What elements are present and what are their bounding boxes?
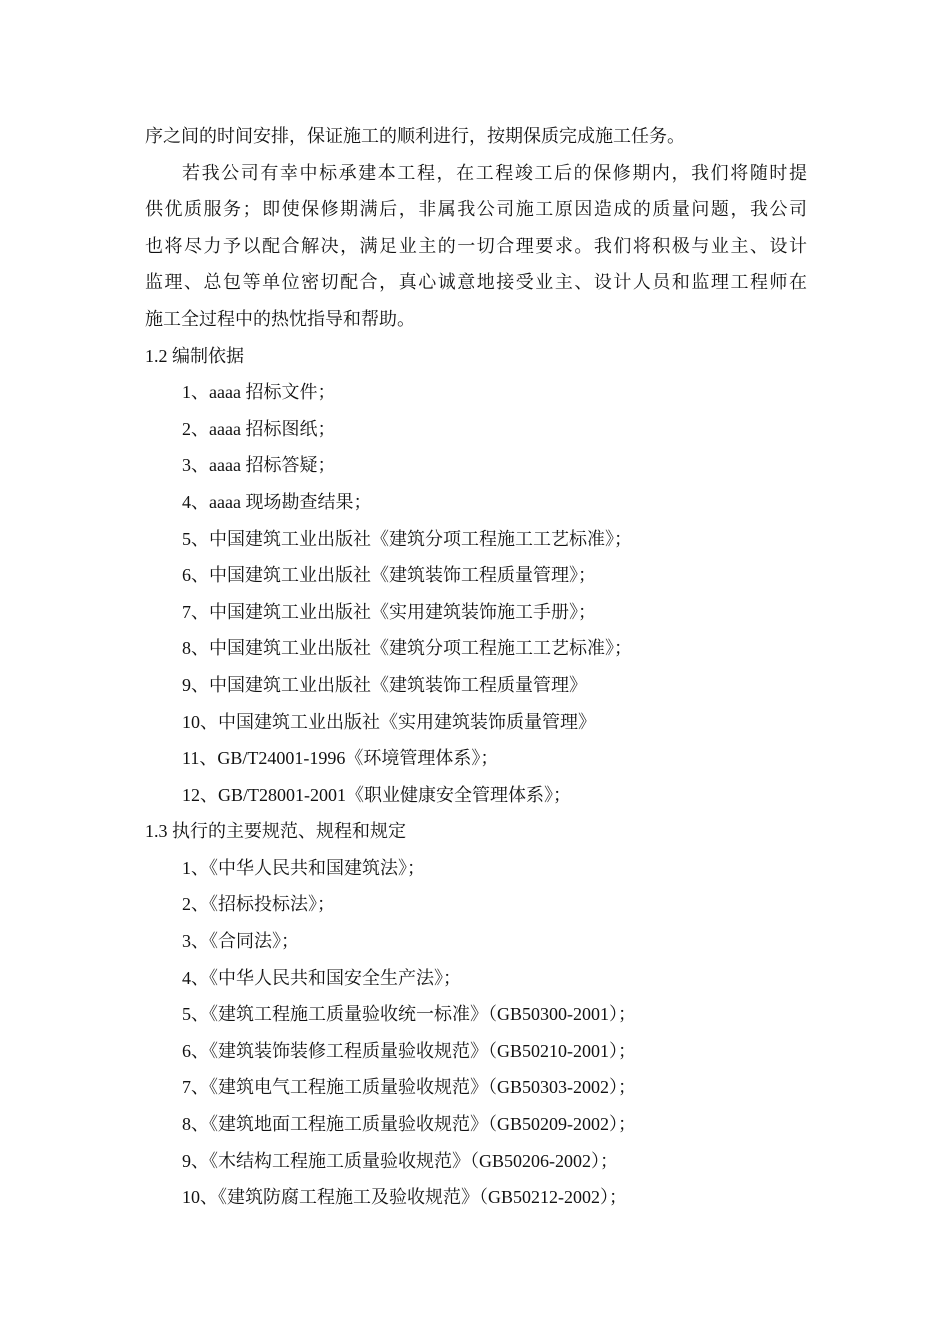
list-item: 10、《建筑防腐工程施工及验收规范》（GB50212-2002）； — [182, 1187, 627, 1208]
list-item: 1、aaaa 招标文件； — [182, 382, 336, 403]
paragraph-line: 也将尽力予以配合解决，满足业主的一切合理要求。我们将积极与业主、设计 — [145, 235, 807, 256]
list-item: 8、《建筑地面工程施工质量验收规范》（GB50209-2002）； — [182, 1114, 636, 1135]
list-item: 1、《中华人民共和国建筑法》； — [182, 857, 425, 878]
list-item: 9、《木结构工程施工质量验收规范》（GB50206-2002）； — [182, 1150, 618, 1171]
list-item: 2、《招标投标法》； — [182, 894, 335, 915]
paragraph-line: 监理、总包等单位密切配合，真心诚意地接受业主、设计人员和监理工程师在 — [145, 272, 807, 293]
list-item: 6、中国建筑工业出版社《建筑装饰工程质量管理》； — [182, 565, 596, 586]
list-item: 7、中国建筑工业出版社《实用建筑装饰施工手册》； — [182, 601, 596, 622]
section-heading-1-3: 1.3 执行的主要规范、规程和规定 — [145, 821, 406, 842]
list-item: 12、GB/T28001-2001《职业健康安全管理体系》； — [182, 784, 571, 805]
list-item: 10、中国建筑工业出版社《实用建筑装饰质量管理》 — [182, 711, 596, 732]
section-heading-1-2: 1.2 编制依据 — [145, 345, 244, 366]
document-body — [145, 118, 807, 1216]
list-item: 4、《中华人民共和国安全生产法》； — [182, 967, 461, 988]
list-item: 5、《建筑工程施工质量验收统一标准》（GB50300-2001）； — [182, 1004, 636, 1025]
paragraph-line: 供优质服务；即使保修期满后，非属我公司施工原因造成的质量问题，我公司 — [145, 199, 807, 220]
list-item: 6、《建筑装饰装修工程质量验收规范》（GB50210-2001）； — [182, 1040, 636, 1061]
list-item: 9、中国建筑工业出版社《建筑装饰工程质量管理》 — [182, 674, 587, 695]
paragraph-line: 若我公司有幸中标承建本工程，在工程竣工后的保修期内，我们将随时提 — [182, 162, 807, 183]
list-item: 7、《建筑电气工程施工质量验收规范》（GB50303-2002）； — [182, 1077, 636, 1098]
list-item: 3、aaaa 招标答疑； — [182, 455, 336, 476]
list-item: 4、aaaa 现场勘查结果； — [182, 491, 372, 512]
list-item: 2、aaaa 招标图纸； — [182, 418, 336, 439]
paragraph-line: 序之间的时间安排，保证施工的顺利进行，按期保质完成施工任务。 — [145, 126, 685, 146]
paragraph-line: 施工全过程中的热忱指导和帮助。 — [145, 308, 415, 329]
list-item: 5、中国建筑工业出版社《建筑分项工程施工工艺标准》； — [182, 528, 632, 549]
list-item: 8、中国建筑工业出版社《建筑分项工程施工工艺标准》； — [182, 638, 632, 659]
list-item: 3、《合同法》； — [182, 931, 299, 952]
list-item: 11、GB/T24001-1996《环境管理体系》； — [182, 748, 499, 769]
